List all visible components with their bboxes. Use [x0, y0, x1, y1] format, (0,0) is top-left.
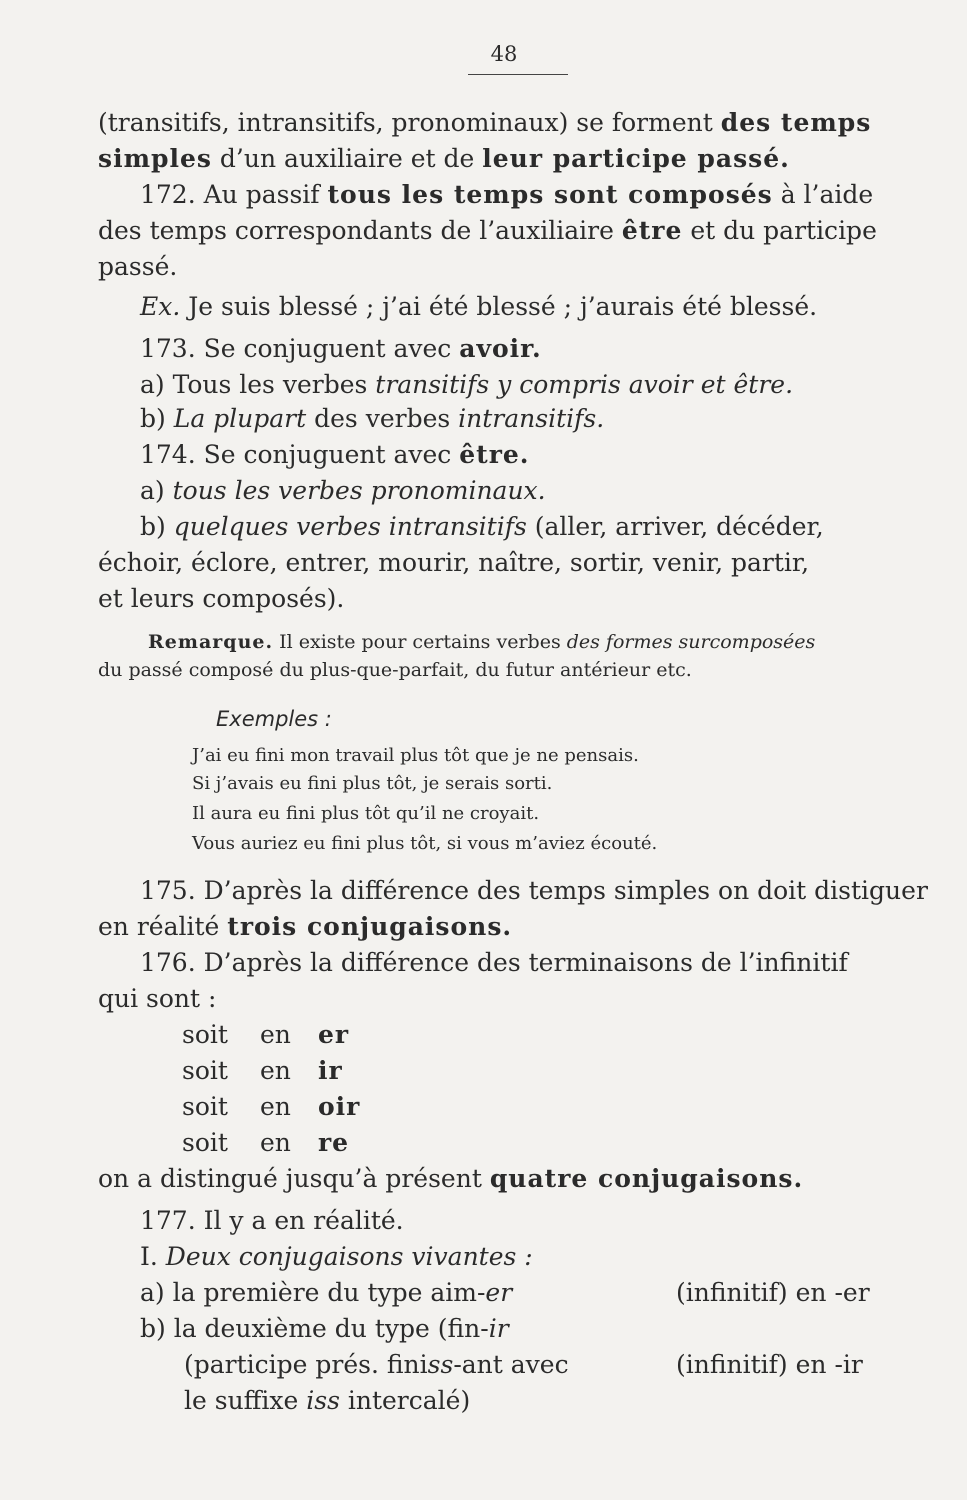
paragraph-173: 173. Se conjuguent avec avoir.: [140, 334, 542, 363]
ending-row: en: [260, 1092, 291, 1121]
example-sentence: Vous auriez eu fini plus tôt, si vous m’aviez écouté.: [192, 833, 658, 854]
text-line: le suffixe iss intercalé): [184, 1386, 471, 1415]
example-sentence: J’ai eu fini mon travail plus tôt que je ne pensais.: [192, 745, 639, 766]
text-line: b) La plupart des verbes intransitifs.: [140, 404, 605, 433]
example-line: Ex. Je suis blessé ; j’ai été blessé ; j’aurais été blessé.: [140, 292, 818, 321]
text-line: a) tous les verbes pronominaux.: [140, 476, 546, 505]
text-line: (transitifs, intransitifs, pronominaux) se forment des temps: [98, 108, 872, 137]
text-line: du passé composé du plus-que-parfait, du futur antérieur etc.: [98, 659, 692, 681]
text-line: qui sont :: [98, 984, 217, 1013]
text-line: et leurs composés).: [98, 584, 345, 613]
infinitive-ir: (infinitif) en -ir: [676, 1350, 863, 1379]
text-line: simples d’un auxiliaire et de leur participe passé.: [98, 144, 790, 173]
text-line: (participe prés. finiss-ant avec: [184, 1350, 569, 1379]
infinitive-er: (infinitif) en -er: [676, 1278, 870, 1307]
ending-row: en: [260, 1020, 291, 1049]
ending-row: soit: [182, 1020, 228, 1049]
text-line: b) quelques verbes intransitifs (aller, arriver, décéder,: [140, 512, 824, 541]
ending-ir: ir: [318, 1056, 343, 1085]
ending-row: en: [260, 1056, 291, 1085]
text-line: a) Tous les verbes transitifs y compris avoir et être.: [140, 370, 794, 399]
paragraph-172: 172. Au passif tous les temps sont composés à l’aide: [140, 180, 874, 209]
text-line: passé.: [98, 252, 178, 281]
example-sentence: Il aura eu fini plus tôt qu’il ne croyait.: [192, 803, 540, 824]
page-number: 48: [490, 42, 518, 66]
text-line: des temps correspondants de l’auxiliaire être et du participe: [98, 216, 877, 245]
example-sentence: Si j’avais eu fini plus tôt, je serais sorti.: [192, 773, 553, 794]
ending-re: re: [318, 1128, 350, 1157]
text-line: a) la première du type aim-er: [140, 1278, 513, 1307]
ending-row: soit: [182, 1128, 228, 1157]
ending-row: soit: [182, 1092, 228, 1121]
ending-row: soit: [182, 1056, 228, 1085]
ending-row: en: [260, 1128, 291, 1157]
text-line: en réalité trois conjugaisons.: [98, 912, 513, 941]
text-line: échoir, éclore, entrer, mourir, naître, sortir, venir, partir,: [98, 548, 810, 577]
paragraph-176: 176. D’après la différence des terminaisons de l’infinitif: [140, 948, 848, 977]
paragraph-177: 177. Il y a en réalité.: [140, 1206, 404, 1235]
ending-er: er: [318, 1020, 350, 1049]
ending-oir: oir: [318, 1092, 361, 1121]
paragraph-174: 174. Se conjuguent avec être.: [140, 440, 530, 469]
remark: Remarque. Il existe pour certains verbes des formes surcomposées: [148, 631, 816, 653]
page-number-rule: [468, 74, 568, 75]
paragraph-175: 175. D’après la différence des temps simples on doit distiguer: [140, 876, 928, 905]
examples-title: Exemples :: [216, 707, 332, 731]
text-line: b) la deuxième du type (fin-ir: [140, 1314, 509, 1343]
text-line: I. Deux conjugaisons vivantes :: [140, 1242, 533, 1271]
text-line: on a distingué jusqu’à présent quatre conjugaisons.: [98, 1164, 804, 1193]
